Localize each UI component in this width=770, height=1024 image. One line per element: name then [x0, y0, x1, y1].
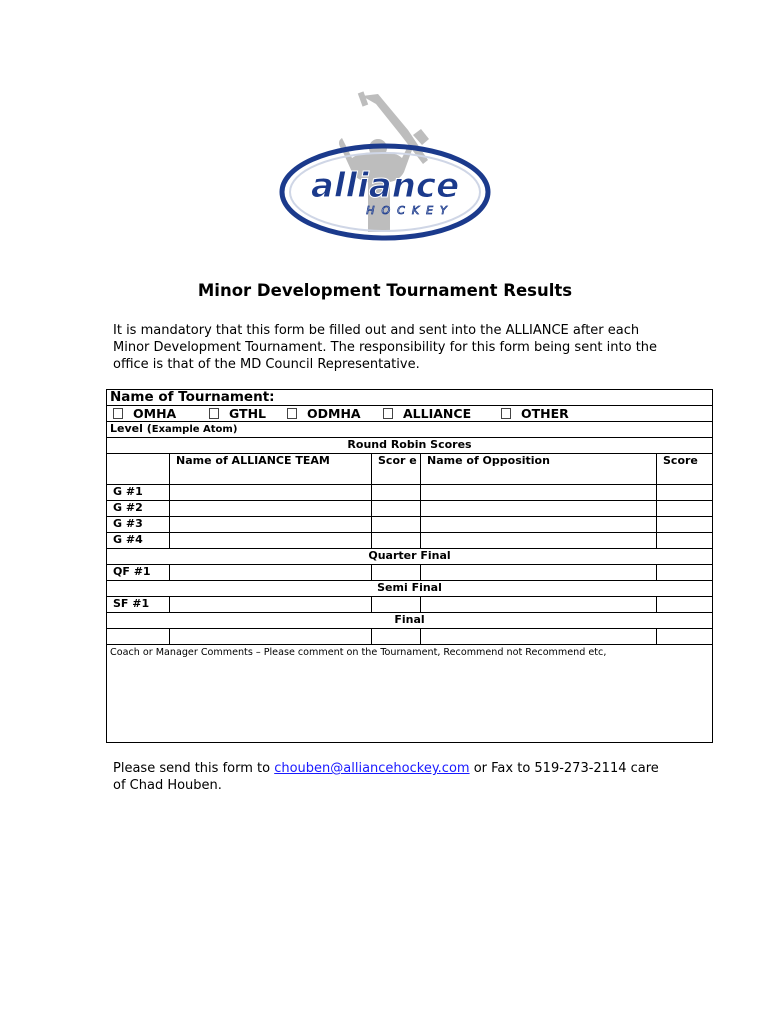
game-label: G #2 — [107, 501, 170, 517]
option-omha-label: OMHA — [133, 405, 177, 421]
email-link[interactable]: chouben@alliancehockey.com — [274, 761, 470, 776]
opposition-cell[interactable] — [421, 533, 657, 549]
footer-pre: Please send this form to — [113, 761, 275, 776]
page-title: Minor Development Tournament Results — [197, 281, 573, 300]
team-cell[interactable] — [170, 533, 372, 549]
comments-field[interactable] — [107, 645, 713, 743]
round-robin-heading: Round Robin Scores — [107, 438, 713, 454]
header-team: Name of ALLIANCE TEAM — [170, 454, 372, 485]
header-score: Scor e — [372, 454, 421, 485]
logo-subtext: HOCKEY — [366, 204, 454, 217]
checkbox-other[interactable] — [501, 408, 511, 419]
table-row — [107, 485, 713, 501]
game-label: SF #1 — [107, 597, 170, 613]
results-form-table — [106, 389, 713, 743]
opp-score-cell[interactable] — [657, 533, 713, 549]
logo-wordmark: alliance — [310, 166, 460, 206]
opposition-cell[interactable] — [421, 501, 657, 517]
game-label: G #1 — [107, 485, 170, 501]
score-cell[interactable] — [372, 597, 421, 613]
header-blank — [107, 454, 170, 485]
game-label — [107, 629, 170, 645]
intro-paragraph: It is mandatory that this form be filled out and sent into the ALLIANCE after each Minor Development Tournament. The responsibility for this form being sent into the office is that of the MD Council Representative. — [113, 323, 658, 372]
option-other-label: OTHER — [521, 405, 569, 421]
opp-score-cell[interactable] — [657, 565, 713, 581]
alliance-hockey-logo — [278, 90, 493, 242]
table-row — [107, 597, 713, 613]
team-cell[interactable] — [170, 517, 372, 533]
footer-post: or Fax to 519-273-2114 care of Chad Houben. — [113, 761, 659, 793]
header-score-2: Score — [657, 454, 713, 485]
footer-instructions — [113, 760, 673, 794]
table-row — [107, 629, 713, 645]
opp-score-cell[interactable] — [657, 485, 713, 501]
checkbox-alliance[interactable] — [383, 408, 393, 419]
score-cell[interactable] — [372, 533, 421, 549]
score-cell[interactable] — [372, 501, 421, 517]
option-alliance-label: ALLIANCE — [403, 405, 472, 421]
team-cell[interactable] — [170, 501, 372, 517]
game-label: G #3 — [107, 517, 170, 533]
opposition-cell[interactable] — [421, 517, 657, 533]
comments-label: Coach or Manager Comments – Please comment on the Tournament, Recommend not Recommend etc, — [110, 647, 607, 658]
quarter-final-heading: Quarter Final — [107, 549, 713, 565]
table-row — [107, 517, 713, 533]
opp-score-cell[interactable] — [657, 501, 713, 517]
option-gthl-label: GTHL — [229, 405, 266, 421]
association-options — [107, 406, 713, 422]
checkbox-omha[interactable] — [113, 408, 123, 419]
opp-score-cell[interactable] — [657, 629, 713, 645]
table-row — [107, 501, 713, 517]
score-cell[interactable] — [372, 485, 421, 501]
opposition-cell[interactable] — [421, 629, 657, 645]
level-label: Level ( — [110, 422, 152, 435]
opposition-cell[interactable] — [421, 565, 657, 581]
score-cell[interactable] — [372, 517, 421, 533]
team-cell[interactable] — [170, 485, 372, 501]
game-label: QF #1 — [107, 565, 170, 581]
header-opposition: Name of Opposition — [421, 454, 657, 485]
checkbox-odmha[interactable] — [287, 408, 297, 419]
option-odmha-label: ODMHA — [307, 405, 361, 421]
checkbox-gthl[interactable] — [209, 408, 219, 419]
team-cell[interactable] — [170, 565, 372, 581]
opposition-cell[interactable] — [421, 485, 657, 501]
game-label: G #4 — [107, 533, 170, 549]
opp-score-cell[interactable] — [657, 517, 713, 533]
table-row — [107, 565, 713, 581]
team-cell[interactable] — [170, 597, 372, 613]
opposition-cell[interactable] — [421, 597, 657, 613]
score-cell[interactable] — [372, 565, 421, 581]
score-cell[interactable] — [372, 629, 421, 645]
semi-final-heading: Semi Final — [107, 581, 713, 597]
team-cell[interactable] — [170, 629, 372, 645]
opp-score-cell[interactable] — [657, 597, 713, 613]
table-row — [107, 533, 713, 549]
tournament-name-label: Name of Tournament: — [110, 389, 275, 405]
final-heading: Final — [107, 613, 713, 629]
tournament-name-field[interactable] — [107, 390, 713, 406]
level-hint: Example Atom) — [151, 424, 238, 435]
level-field[interactable] — [107, 422, 713, 438]
